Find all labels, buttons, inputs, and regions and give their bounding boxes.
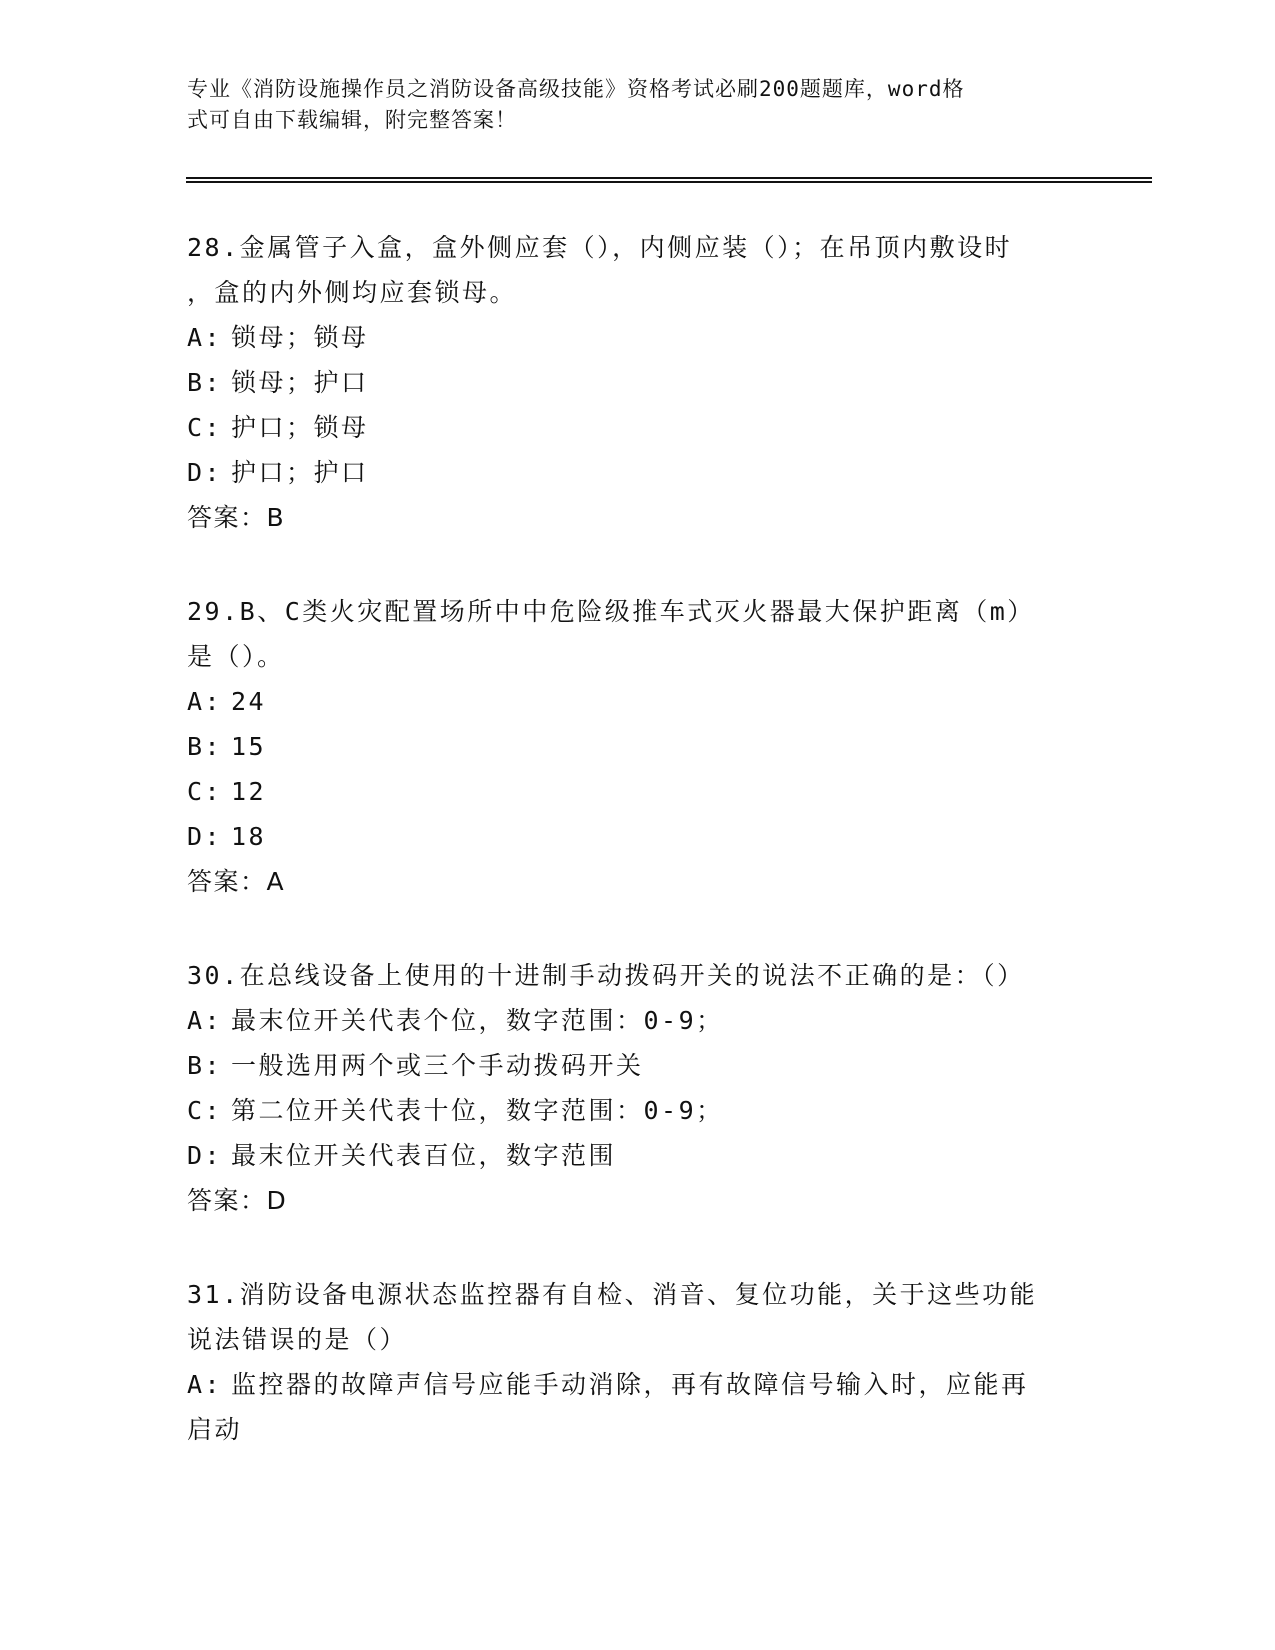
option-b — [187, 360, 1087, 405]
option-text: 第二位开关代表十位，数字范围：0-9； — [231, 1096, 724, 1125]
option-key: A: — [187, 687, 223, 716]
option-key: B: — [187, 368, 223, 397]
question-stem — [187, 953, 1087, 998]
option-text: 锁母；锁母 — [231, 323, 369, 352]
option-key: B: — [187, 732, 223, 761]
answer: 答案：B — [187, 503, 286, 532]
question-stem-line-1: 28.金属管子入盒，盒外侧应套（），内侧应装（）；在吊顶内敷设时 — [187, 233, 1013, 262]
question-stem — [187, 589, 1087, 679]
option-text: 18 — [231, 822, 267, 851]
option-key: B: — [187, 1051, 223, 1080]
option-key: A: — [187, 1006, 223, 1035]
question-30 — [187, 953, 1087, 1223]
option-c — [187, 405, 1087, 450]
option-text: 护口；护口 — [231, 458, 369, 487]
question-stem-line-2: 是（）。 — [187, 642, 285, 671]
answer: 答案：D — [187, 1186, 288, 1215]
question-stem-line-2: ，盒的内外侧均应套锁母。 — [187, 278, 518, 307]
option-a — [187, 998, 1087, 1043]
question-stem-line-1: 31.消防设备电源状态监控器有自检、消音、复位功能，关于这些功能 — [187, 1280, 1038, 1309]
header-line-2: 式可自由下载编辑，附完整答案！ — [187, 108, 517, 132]
option-key: C: — [187, 1096, 223, 1125]
option-c — [187, 769, 1087, 814]
option-text: 24 — [231, 687, 267, 716]
question-stem-line-2: 说法错误的是（） — [187, 1325, 408, 1354]
answer: 答案：A — [187, 867, 286, 896]
option-key: C: — [187, 777, 223, 806]
question-stem-line-1: 29.B、C类火灾配置场所中中危险级推车式灭火器最大保护距离（m） — [187, 597, 1035, 626]
option-text: 15 — [231, 732, 267, 761]
option-key: D: — [187, 1141, 223, 1170]
option-d — [187, 814, 1087, 859]
option-key: D: — [187, 822, 223, 851]
option-c — [187, 1088, 1087, 1133]
option-d — [187, 450, 1087, 495]
question-stem-line-1: 30.在总线设备上使用的十进制手动拨码开关的说法不正确的是：（） — [187, 961, 1025, 990]
option-a-continuation: 启动 — [187, 1415, 243, 1444]
option-text: 12 — [231, 777, 267, 806]
option-key: A: — [187, 1370, 223, 1399]
option-text: 一般选用两个或三个手动拨码开关 — [231, 1051, 644, 1080]
option-b — [187, 1043, 1087, 1088]
question-stem — [187, 1272, 1087, 1362]
question-28 — [187, 225, 1087, 540]
option-text: 锁母；护口 — [231, 368, 369, 397]
option-text: 监控器的故障声信号应能手动消除，再有故障信号输入时，应能再 — [231, 1370, 1029, 1399]
option-text: 最末位开关代表百位，数字范围 — [231, 1141, 617, 1170]
option-key: C: — [187, 413, 223, 442]
option-d — [187, 1133, 1087, 1178]
question-29 — [187, 589, 1087, 904]
option-text: 最末位开关代表个位，数字范围：0-9； — [231, 1006, 724, 1035]
question-stem — [187, 225, 1087, 315]
option-b — [187, 724, 1087, 769]
option-a — [187, 679, 1087, 724]
option-a — [187, 1362, 1087, 1407]
question-31 — [187, 1272, 1087, 1452]
page-header — [187, 74, 1067, 136]
option-key: D: — [187, 458, 223, 487]
option-key: A: — [187, 323, 223, 352]
header-line-1: 专业《消防设施操作员之消防设备高级技能》资格考试必刷200题题库，word格 — [187, 77, 965, 101]
option-a — [187, 315, 1087, 360]
header-divider — [186, 177, 1152, 183]
option-text: 护口；锁母 — [231, 413, 369, 442]
